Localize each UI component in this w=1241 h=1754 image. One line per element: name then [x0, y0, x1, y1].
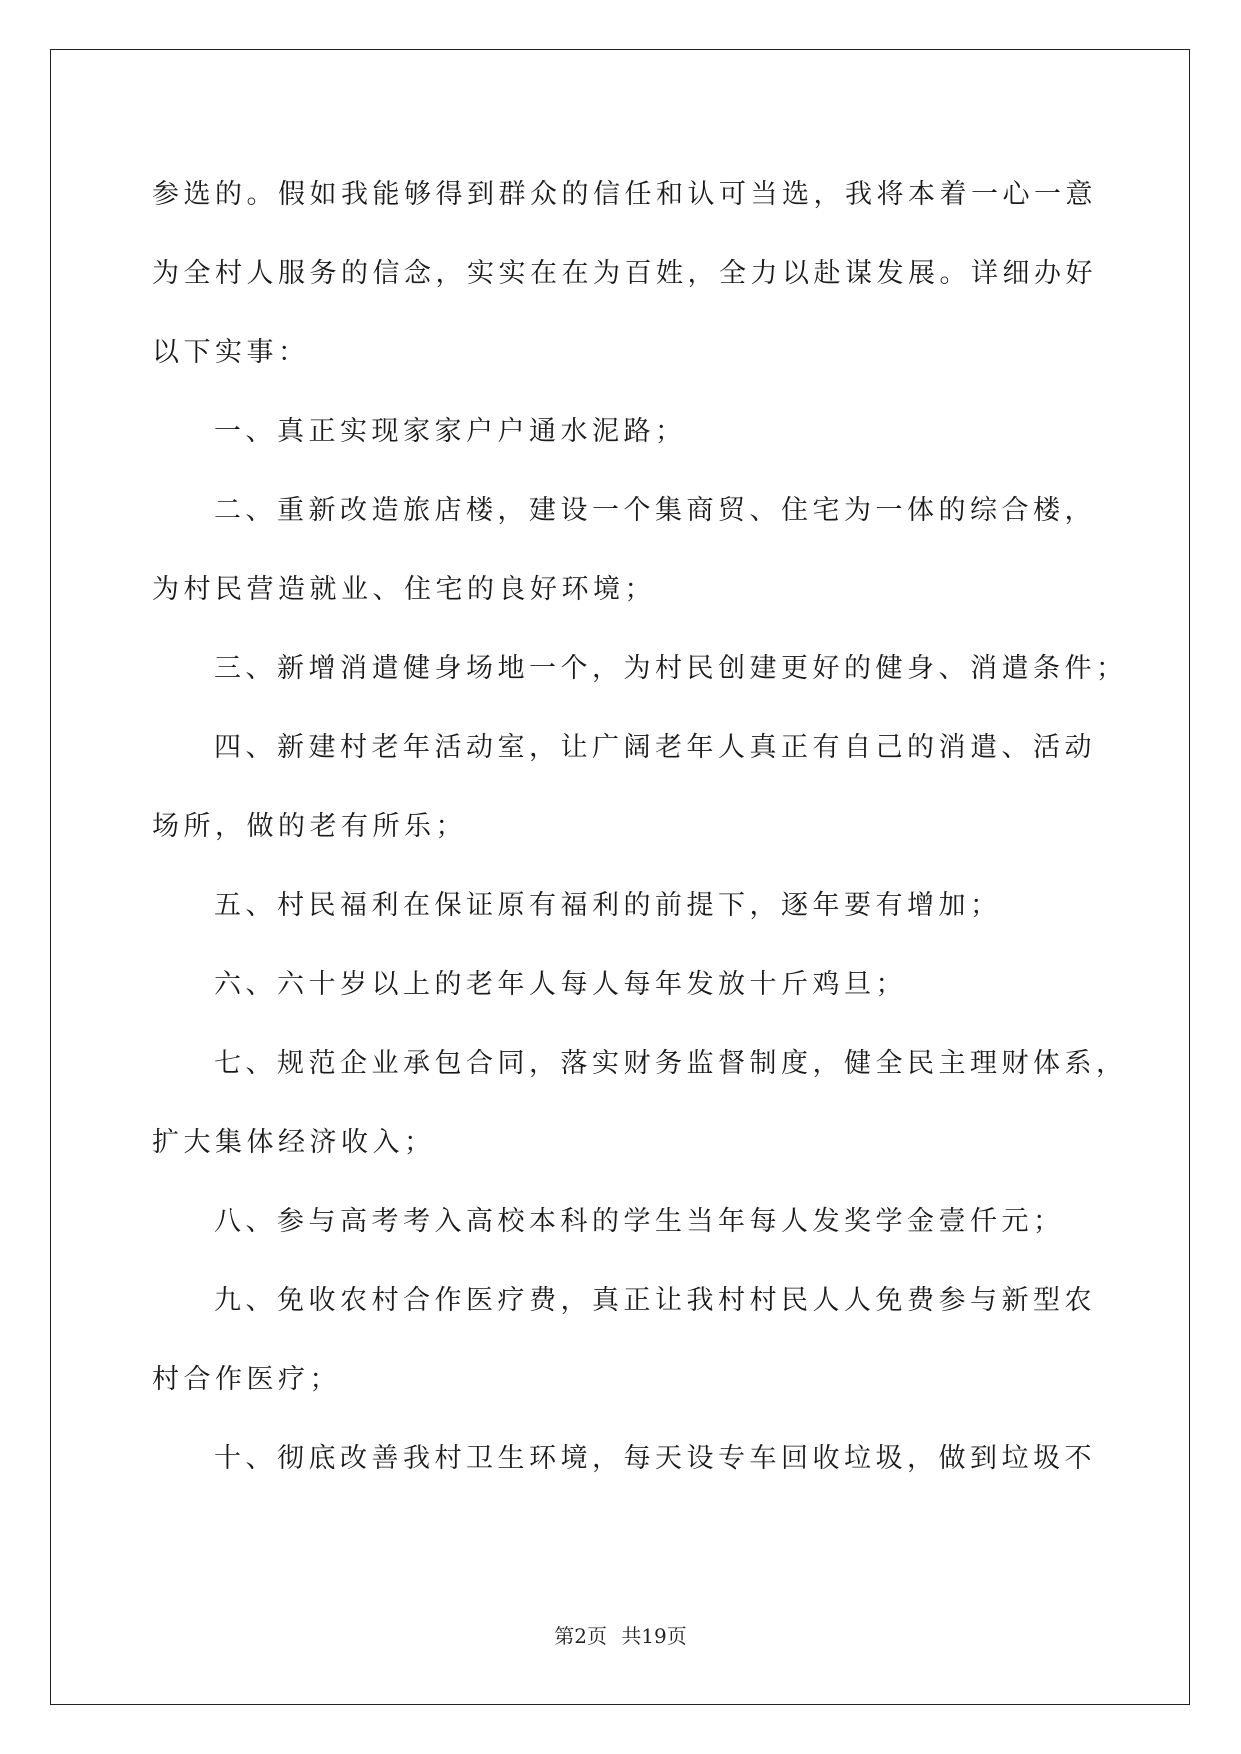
list-item-6: 六、六十岁以上的老年人每人每年发放十斤鸡旦； — [214, 969, 907, 1000]
list-item-4-cont: 场所，做的老有所乐； — [152, 811, 467, 842]
page-total: 共19页 — [621, 1624, 687, 1648]
list-item-2: 二、重新改造旅店楼，建设一个集商贸、住宅为一体的综合楼， — [214, 495, 1096, 526]
list-item-9-cont: 村合作医疗； — [152, 1364, 341, 1395]
document-body — [152, 155, 1128, 1498]
list-item-3: 三、新增消遣健身场地一个，为村民创建更好的健身、消遣条件； — [214, 653, 1128, 684]
list-item-5: 五、村民福利在保证原有福利的前提下，逐年要有增加； — [214, 890, 1002, 921]
page-footer — [0, 1620, 1241, 1649]
list-item-10: 十、彻底改善我村卫生环境，每天设专车回收垃圾，做到垃圾不 — [214, 1443, 1096, 1474]
text-line: 以下实事： — [152, 337, 310, 368]
list-item-1: 一、真正实现家家户户通水泥路； — [214, 416, 687, 447]
list-item-2-cont: 为村民营造就业、住宅的良好环境； — [152, 574, 656, 605]
text-line: 参选的。假如我能够得到群众的信任和认可当选，我将本着一心一意 — [152, 179, 1097, 210]
list-item-7: 七、规范企业承包合同，落实财务监督制度，健全民主理财体系， — [214, 1048, 1128, 1079]
list-item-9: 九、免收农村合作医疗费，真正让我村村民人人免费参与新型农 — [214, 1285, 1096, 1316]
list-item-7-cont: 扩大集体经济收入； — [152, 1127, 436, 1158]
text-line: 为全村人服务的信念，实实在在为百姓，全力以赴谋发展。详细办好 — [152, 258, 1097, 289]
list-item-8: 八、参与高考考入高校本科的学生当年每人发奖学金壹仟元； — [214, 1206, 1065, 1237]
list-item-4: 四、新建村老年活动室，让广阔老年人真正有自己的消遣、活动 — [214, 732, 1096, 763]
page-number: 第2页 — [554, 1624, 607, 1648]
